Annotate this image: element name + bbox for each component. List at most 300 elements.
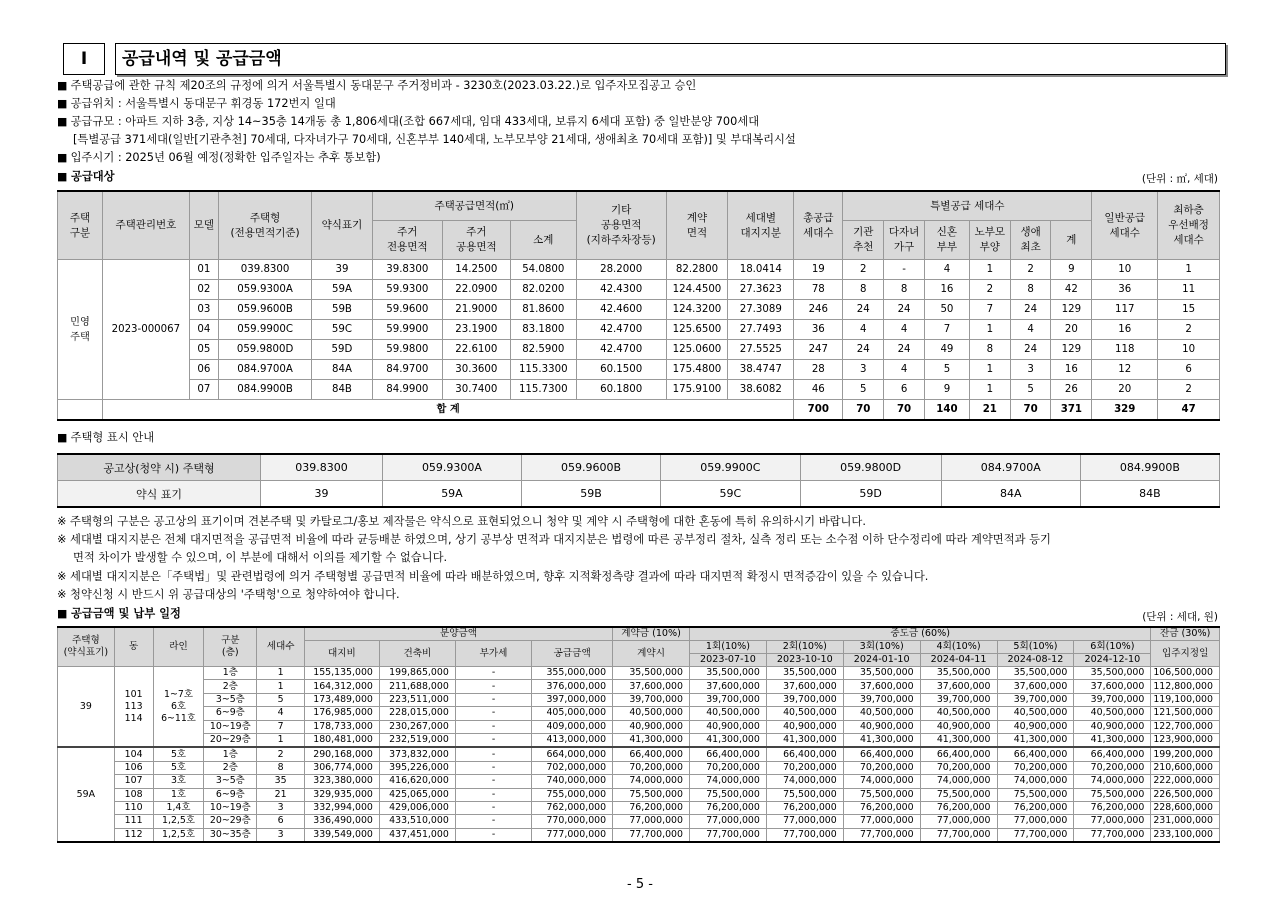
table-cell: 2 (843, 260, 884, 280)
table-cell: 332,994,000 (304, 801, 379, 814)
pth-contract-grp: 계약금 (10%) (613, 627, 690, 641)
table-cell: 77,000,000 (920, 815, 997, 828)
table-cell: 75,500,000 (920, 788, 997, 801)
table-cell: 06 (189, 360, 218, 380)
table-cell: 41,300,000 (843, 733, 920, 747)
table-cell: 66,400,000 (1074, 747, 1151, 761)
table-cell: 15 (1158, 300, 1220, 320)
th-htype: 주택형 (전용면적기준) (219, 191, 312, 260)
table-row (58, 340, 1220, 360)
type-guide-type: 084.9900B (1080, 454, 1219, 481)
pth-mid-date: 2024-01-10 (843, 654, 920, 667)
table-cell: 175.9100 (666, 380, 728, 400)
table-cell: 59.9800 (372, 340, 442, 360)
table-cell: 37,600,000 (766, 680, 843, 693)
th-mgmt: 주택관리번호 (102, 191, 189, 260)
th-priority: 최하층 우선배정 세대수 (1158, 191, 1220, 260)
table-cell: 70,200,000 (613, 761, 690, 774)
type-guide-type: 084.9700A (941, 454, 1080, 481)
pth-vat: 부가세 (455, 641, 531, 667)
table-cell: 6 (884, 380, 925, 400)
table-cell: 2층 (204, 761, 257, 774)
pth-mid-grp: 중도금 (60%) (690, 627, 1151, 641)
table-cell: 59.9300 (372, 280, 442, 300)
table-cell: 24 (1010, 340, 1051, 360)
table-cell: 42.4700 (576, 320, 666, 340)
type-guide-table (57, 453, 1220, 508)
table-cell: 24 (1010, 300, 1051, 320)
table-cell: 059.9300A (219, 280, 312, 300)
table-cell: 60.1500 (576, 360, 666, 380)
table-cell: 122,700,000 (1151, 720, 1220, 733)
mgmt-no-cell: 2023-000067 (102, 260, 189, 400)
table-cell: 336,490,000 (304, 815, 379, 828)
bullet-scale-detail: [특별공급 371세대(일반[기관추천] 70세대, 다자녀가구 70세대, 신혼부부 140세대, 노부모부양 21세대, 생애최초 70세대 포함)] 및 부대복리시설 (73, 133, 796, 146)
pth-mid-round: 6회(10%) (1074, 641, 1151, 654)
table-cell: 1호 (153, 788, 204, 801)
table-cell: 84.9700 (372, 360, 442, 380)
table-cell: 74,000,000 (843, 775, 920, 788)
type-guide-abbr: 84A (941, 481, 1080, 508)
table-cell: 40,500,000 (997, 707, 1074, 720)
table-row (58, 747, 1220, 761)
table-cell: 084.9900B (219, 380, 312, 400)
table-cell: 66,400,000 (843, 747, 920, 761)
table-cell: 8 (843, 280, 884, 300)
table-cell: 77,000,000 (690, 815, 767, 828)
table-cell: 5 (1010, 380, 1051, 400)
section-title-bar (57, 43, 1220, 75)
table-cell: 24 (843, 340, 884, 360)
table-cell: 40,900,000 (613, 720, 690, 733)
table-cell: 37,600,000 (690, 680, 767, 693)
table-cell: - (455, 775, 531, 788)
pth-bal-grp: 잔금 (30%) (1151, 627, 1220, 641)
pth-line: 라인 (153, 627, 204, 667)
table-cell: 07 (189, 380, 218, 400)
table-row (58, 380, 1220, 400)
table-cell: 27.7493 (728, 320, 794, 340)
pth-mid-date: 2024-12-10 (1074, 654, 1151, 667)
table-cell: 1 (969, 380, 1010, 400)
table-cell: - (455, 747, 531, 761)
table-cell: 42.4600 (576, 300, 666, 320)
table-cell: 175.4800 (666, 360, 728, 380)
bullet-scale: ■ 공급규모 : 아파트 지하 3층, 지상 14~35층 14개동 총 1,806세대(조합 667세대, 임대 433세대, 보류지 6세대 포함) 중 일반분양 700세대 (57, 115, 760, 128)
th-type (58, 191, 103, 260)
table-cell: 54.0800 (510, 260, 576, 280)
table-cell: 8 (969, 340, 1010, 360)
table-cell: 05 (189, 340, 218, 360)
type-guide-type: 059.9600B (521, 454, 660, 481)
pth-contract: 계약시 (613, 641, 690, 667)
table-cell: 39,700,000 (997, 693, 1074, 706)
bullet-approval: ■ 주택공급에 관한 규칙 제20조의 규정에 의거 서울특별시 동대문구 주거정비과 - 3230호(2023.03.22.)로 입주자모집공고 승인 (57, 79, 697, 92)
table-cell: - (455, 667, 531, 680)
table-cell: 1 (257, 680, 305, 693)
table-cell: 39.8300 (372, 260, 442, 280)
note-2-cont: 면적 차이가 발생할 수 있으며, 이 부분에 대해서 이의를 제기할 수 없습니다. (73, 551, 448, 564)
table-cell: 41,300,000 (690, 733, 767, 747)
table-cell: 59C (312, 320, 373, 340)
table-cell: 40,900,000 (690, 720, 767, 733)
pth-sale: 분양금액 (304, 627, 612, 641)
supply-target-heading: ■ 공급대상 (57, 170, 115, 183)
table-cell: 8 (884, 280, 925, 300)
table-cell: 77,700,000 (843, 828, 920, 842)
table-cell: 40,900,000 (920, 720, 997, 733)
pth-supply: 공급금액 (532, 641, 613, 667)
pth-mid-date: 2024-08-12 (997, 654, 1074, 667)
table-cell: 77,700,000 (1074, 828, 1151, 842)
table-cell: 247 (794, 340, 843, 360)
table-cell: 5 (257, 693, 305, 706)
table-cell: 40,500,000 (690, 707, 767, 720)
hdr: 주택 구분 (69, 211, 91, 239)
section-title: 공급내역 및 공급금액 (115, 43, 1226, 75)
table-cell: - (455, 801, 531, 814)
table-cell: 36 (1092, 280, 1158, 300)
table-cell: 22.0900 (442, 280, 510, 300)
table-row (58, 828, 1220, 842)
table-cell: 199,865,000 (379, 667, 455, 680)
table-cell: 1층 (204, 667, 257, 680)
table-cell: 77,700,000 (920, 828, 997, 842)
table-cell: 77,000,000 (997, 815, 1074, 828)
table-cell: 702,000,000 (532, 761, 613, 774)
table-cell: 77,700,000 (997, 828, 1074, 842)
table-cell: 104 (114, 747, 153, 761)
table-cell: 35,500,000 (997, 667, 1074, 680)
table-cell: 084.9700A (219, 360, 312, 380)
table-cell: 3~5층 (204, 693, 257, 706)
price-heading: ■ 공급금액 및 납부 일정 (57, 607, 181, 620)
table-cell: 74,000,000 (613, 775, 690, 788)
table-cell: 10~19층 (204, 720, 257, 733)
table-cell: 409,000,000 (532, 720, 613, 733)
table-cell: 12 (1092, 360, 1158, 380)
table-cell: 106 (114, 761, 153, 774)
table-cell: 740,000,000 (532, 775, 613, 788)
table-row (58, 801, 1220, 814)
table-cell: 50 (924, 300, 969, 320)
table-cell: 40,500,000 (613, 707, 690, 720)
table-cell: 16 (924, 280, 969, 300)
table-row (58, 788, 1220, 801)
table-cell: 42.4700 (576, 340, 666, 360)
type-guide-type: 059.9800D (800, 454, 941, 481)
table-cell: 4 (884, 360, 925, 380)
table-cell: 70,200,000 (843, 761, 920, 774)
total-blank (58, 400, 103, 421)
total-label: 합 계 (102, 400, 793, 421)
pth-mid-date: 2023-07-10 (690, 654, 767, 667)
table-cell: 37,600,000 (920, 680, 997, 693)
table-cell: 395,226,000 (379, 761, 455, 774)
table-cell: 24 (884, 300, 925, 320)
th-first: 생애 최초 (1010, 221, 1051, 260)
table-cell: 123,900,000 (1151, 733, 1220, 747)
th-total: 총공급 세대수 (794, 191, 843, 260)
type-guide-abbr: 39 (261, 481, 383, 508)
table-cell: 129 (1051, 340, 1092, 360)
total-cell: 70 (1010, 400, 1051, 421)
table-cell: 246 (794, 300, 843, 320)
table-cell: 35,500,000 (920, 667, 997, 680)
table-cell: 429,006,000 (379, 801, 455, 814)
table-cell: 28.2000 (576, 260, 666, 280)
table-cell: 4 (884, 320, 925, 340)
table-cell: 19 (794, 260, 843, 280)
table-cell: 425,065,000 (379, 788, 455, 801)
table-cell: 27.5525 (728, 340, 794, 360)
table-cell: - (455, 788, 531, 801)
table-cell: 232,519,000 (379, 733, 455, 747)
table-cell: 21.9000 (442, 300, 510, 320)
table-cell: 40,900,000 (997, 720, 1074, 733)
total-cell: 700 (794, 400, 843, 421)
table-cell: 70,200,000 (920, 761, 997, 774)
table-cell: 8 (1010, 280, 1051, 300)
table-cell: 76,200,000 (690, 801, 767, 814)
table-cell: 124.3200 (666, 300, 728, 320)
th-abbr: 약식표기 (312, 191, 373, 260)
table-cell: 199,200,000 (1151, 747, 1220, 761)
table-cell: 2 (1158, 320, 1220, 340)
page-number: - 5 - (627, 877, 653, 892)
table-cell: 24 (843, 300, 884, 320)
table-row (58, 761, 1220, 774)
type-guide-abbr: 59B (521, 481, 660, 508)
bullet-location: ■ 공급위치 : 서울특별시 동대문구 휘경동 172번지 일대 (57, 97, 336, 110)
pth-land: 대지비 (304, 641, 379, 667)
table-cell: 60.1800 (576, 380, 666, 400)
table-cell: 66,400,000 (920, 747, 997, 761)
table-cell: 77,700,000 (613, 828, 690, 842)
table-cell: 059.9900C (219, 320, 312, 340)
table-cell: 70,200,000 (766, 761, 843, 774)
table-cell: 24 (884, 340, 925, 360)
type-guide-abbr: 59D (800, 481, 941, 508)
table-cell: 35 (257, 775, 305, 788)
table-cell: 373,832,000 (379, 747, 455, 761)
table-cell: 416,620,000 (379, 775, 455, 788)
table-cell: 76,200,000 (613, 801, 690, 814)
note-4: ※ 청약신청 시 반드시 위 공급대상의 '주택형'으로 청약하여야 합니다. (57, 588, 400, 601)
th-general: 일반공급 세대수 (1092, 191, 1158, 260)
table-cell: 41,300,000 (997, 733, 1074, 747)
table-cell: 6~9층 (204, 788, 257, 801)
table-cell: 76,200,000 (766, 801, 843, 814)
table-cell: 28 (794, 360, 843, 380)
table-cell: - (455, 828, 531, 842)
table-cell: 23.1900 (442, 320, 510, 340)
table-cell: 38.6082 (728, 380, 794, 400)
table-row (58, 720, 1220, 733)
table-cell: 59.9900 (372, 320, 442, 340)
table-cell: 30~35층 (204, 828, 257, 842)
table-row (58, 320, 1220, 340)
type-guide-abbr: 59C (661, 481, 800, 508)
price-dong-cell: 101 113 114 (114, 667, 153, 748)
table-cell: 125.0600 (666, 340, 728, 360)
table-cell: 30.3600 (442, 360, 510, 380)
table-cell: 228,015,000 (379, 707, 455, 720)
table-cell: 4 (1010, 320, 1051, 340)
table-row (58, 300, 1220, 320)
table-cell: 04 (189, 320, 218, 340)
table-row (58, 260, 1220, 280)
th-other: 기타 공용면적 (지하주차장등) (576, 191, 666, 260)
table-cell: 3~5층 (204, 775, 257, 788)
table-cell: 9 (1051, 260, 1092, 280)
type-guide-abbr: 59A (382, 481, 521, 508)
table-cell: 119,100,000 (1151, 693, 1220, 706)
pth-mid-round: 4회(10%) (920, 641, 997, 654)
table-cell: 77,000,000 (613, 815, 690, 828)
table-cell: 108 (114, 788, 153, 801)
table-cell: 6~9층 (204, 707, 257, 720)
table-cell: 059.9600B (219, 300, 312, 320)
table-cell: 37,600,000 (613, 680, 690, 693)
table-cell: 77,000,000 (1074, 815, 1151, 828)
pth-mid-round: 1회(10%) (690, 641, 767, 654)
table-cell: 40,500,000 (920, 707, 997, 720)
table-cell: 164,312,000 (304, 680, 379, 693)
table-cell: - (455, 761, 531, 774)
table-cell: 107 (114, 775, 153, 788)
table-cell: 10 (1092, 260, 1158, 280)
table-cell: 20 (1092, 380, 1158, 400)
table-cell: 5호 (153, 761, 204, 774)
table-cell: 84.9900 (372, 380, 442, 400)
type-guide-row2-label: 약식 표기 (58, 481, 261, 508)
table-cell: 323,380,000 (304, 775, 379, 788)
table-cell: 49 (924, 340, 969, 360)
price-type-cell: 39 (58, 667, 115, 748)
table-cell: 115.7300 (510, 380, 576, 400)
table-cell: 03 (189, 300, 218, 320)
table-cell: 210,600,000 (1151, 761, 1220, 774)
table-cell: 74,000,000 (766, 775, 843, 788)
table-cell: 70,200,000 (997, 761, 1074, 774)
table-cell: 39,700,000 (1074, 693, 1151, 706)
table-cell: 41,300,000 (920, 733, 997, 747)
table-row (58, 280, 1220, 300)
table-cell: 3 (1010, 360, 1051, 380)
type-guide-type: 039.8300 (261, 454, 383, 481)
table-cell: 112,800,000 (1151, 680, 1220, 693)
table-cell: 35,500,000 (613, 667, 690, 680)
table-row (58, 707, 1220, 720)
table-cell: 1,4호 (153, 801, 204, 814)
table-cell: 6 (257, 815, 305, 828)
pth-mid-round: 5회(10%) (997, 641, 1074, 654)
table-cell: 40,900,000 (1074, 720, 1151, 733)
table-cell: 290,168,000 (304, 747, 379, 761)
supply-target-body (58, 260, 1220, 421)
table-cell: 77,700,000 (766, 828, 843, 842)
table-cell: - (455, 815, 531, 828)
table-cell: 74,000,000 (997, 775, 1074, 788)
table-cell: 121,500,000 (1151, 707, 1220, 720)
price-table (57, 626, 1220, 843)
table-cell: 14.2500 (442, 260, 510, 280)
note-2: ※ 세대별 대지지분은 전체 대지면적을 공급면적 비율에 따라 균등배분 하였으며, 상기 공부상 면적과 대지지분은 법령에 따른 공부정리 절차, 실측 정리 또는 소수점 이하 단수정리에 따라 계약면적과 등기 (57, 533, 1051, 546)
table-cell: 37,600,000 (1074, 680, 1151, 693)
table-cell: 37,600,000 (997, 680, 1074, 693)
table-cell: 180,481,000 (304, 733, 379, 747)
table-cell: 46 (794, 380, 843, 400)
table-cell: 770,000,000 (532, 815, 613, 828)
table-cell: 77,000,000 (766, 815, 843, 828)
table-cell: 16 (1092, 320, 1158, 340)
table-cell: 1 (257, 667, 305, 680)
table-cell: 40,500,000 (843, 707, 920, 720)
table-cell: 339,549,000 (304, 828, 379, 842)
table-cell: 39,700,000 (613, 693, 690, 706)
th-elder: 노부모 부양 (969, 221, 1010, 260)
table-cell: 3호 (153, 775, 204, 788)
table-cell: 42 (1051, 280, 1092, 300)
table-cell: 223,511,000 (379, 693, 455, 706)
table-cell: 7 (257, 720, 305, 733)
table-cell: 40,900,000 (766, 720, 843, 733)
table-cell: 75,500,000 (1074, 788, 1151, 801)
table-cell: 66,400,000 (690, 747, 767, 761)
price-type-cell: 59A (58, 747, 115, 842)
table-cell: 413,000,000 (532, 733, 613, 747)
th-newly: 신혼 부부 (924, 221, 969, 260)
table-cell: 397,000,000 (532, 693, 613, 706)
pth-dong: 동 (114, 627, 153, 667)
table-cell: 02 (189, 280, 218, 300)
th-common: 주거 공용면적 (442, 221, 510, 260)
table-cell: 230,267,000 (379, 720, 455, 733)
table-row (58, 815, 1220, 828)
table-cell: 7 (924, 320, 969, 340)
table-cell: 16 (1051, 360, 1092, 380)
table-cell: 35,500,000 (1074, 667, 1151, 680)
table-cell: 27.3089 (728, 300, 794, 320)
table-cell: 18.0414 (728, 260, 794, 280)
pth-units: 세대수 (257, 627, 305, 667)
table-row (58, 360, 1220, 380)
table-cell: 173,489,000 (304, 693, 379, 706)
total-cell: 371 (1051, 400, 1092, 421)
th-inst: 기관 추천 (843, 221, 884, 260)
price-body (58, 667, 1220, 843)
table-cell: - (884, 260, 925, 280)
table-cell: 4 (257, 707, 305, 720)
table-cell: 2 (969, 280, 1010, 300)
table-cell: 664,000,000 (532, 747, 613, 761)
table-cell: 40,900,000 (843, 720, 920, 733)
table-cell: 75,500,000 (997, 788, 1074, 801)
table-cell: 39,700,000 (843, 693, 920, 706)
table-cell: 27.3623 (728, 280, 794, 300)
table-cell: 1 (969, 320, 1010, 340)
table-cell: 41,300,000 (613, 733, 690, 747)
total-cell: 70 (884, 400, 925, 421)
th-land: 세대별 대지지분 (728, 191, 794, 260)
note-1: ※ 주택형의 구분은 공고상의 표기이며 견본주택 및 카탈로그/홍보 제작물은 약식으로 표현되었으니 청약 및 계약 시 주택형에 대한 혼동에 특히 유의하시기 바랍니다. (57, 515, 866, 528)
table-cell: 1층 (204, 747, 257, 761)
table-cell: 1,2,5호 (153, 828, 204, 842)
table-cell: 211,688,000 (379, 680, 455, 693)
table-cell: 4 (924, 260, 969, 280)
table-cell: 1 (257, 733, 305, 747)
